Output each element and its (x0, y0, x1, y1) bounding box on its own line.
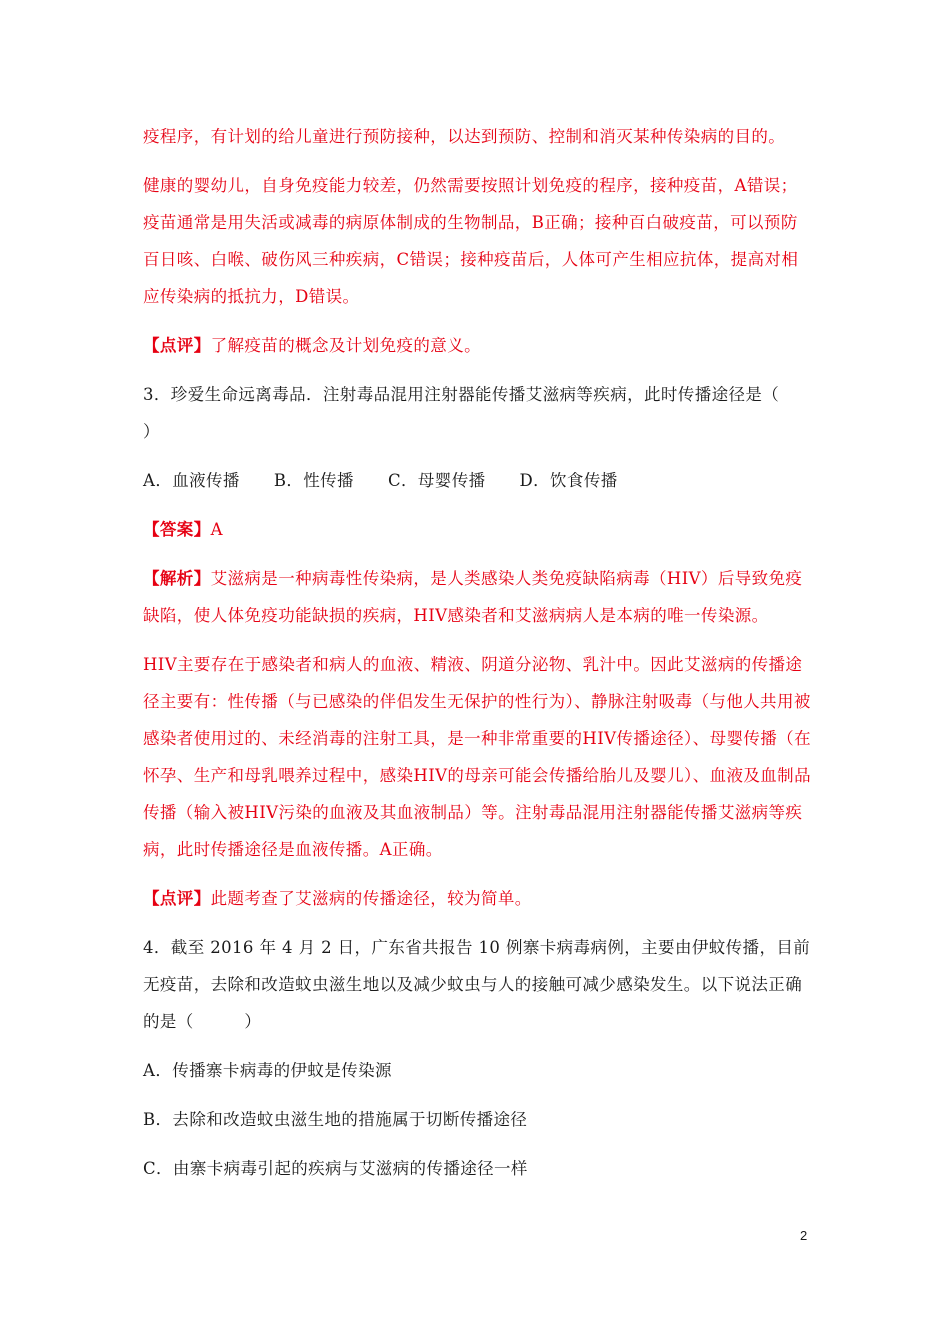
question-4-option-b: B．去除和改造蚊虫滋生地的措施属于切断传播途径 (143, 1110, 528, 1129)
question-3-option-d: D．饮食传播 (519, 471, 618, 490)
question-3-option-c: C．母婴传播 (387, 471, 486, 490)
question-3-comment (143, 880, 811, 917)
question-4-stem: 4．截至 2016 年 4 月 2 日，广东省共报告 10 例寨卡病毒病例，主要由伊蚊传播，目前无疫苗，去除和改造蚊虫滋生地以及减少蚊虫与人的接触可减少感染发生。以下说法正确的是（ ） (143, 938, 811, 1031)
answer-value: A (210, 520, 223, 539)
question-4-option-a: A．传播寨卡病毒的伊蚊是传染源 (143, 1061, 392, 1080)
analysis-text: 艾滋病是一种病毒性传染病，是人类感染人类免疫缺陷病毒（HIV）后导致免疫缺陷，使人体免疫功能缺损的疾病，HIV感染者和艾滋病病人是本病的唯一传染源。 (143, 569, 803, 625)
analysis-detail-text: HIV主要存在于感染者和病人的血液、精液、阴道分泌物、乳汁中。因此艾滋病的传播途径主要有：性传播（与已感染的伴侣发生无保护的性行为）、静脉注射吸毒（与他人共用被感染者使用过的、未经消毒的注射工具，是一种非常重要的HIV传播途径）、母婴传播（在怀孕、生产和母乳喂养过程中，感染HIV的母亲可能会传播给胎儿及婴儿）、血液及血制品传播（输入被HIV污染的血液及其血液制品）等。注射毒品混用注射器能传播艾滋病等疾病，此时传播途径是血液传播。A正确。 (143, 655, 811, 859)
analysis-tag: 【解析】 (143, 569, 211, 588)
page-content (143, 118, 814, 1199)
comment-paragraph (143, 327, 811, 364)
question-3-option-a: A．血液传播 (143, 471, 240, 490)
question-3-comment-text: 此题考查了艾滋病的传播途径，较为简单。 (210, 889, 532, 908)
question-3-stem: 3．珍爱生命远离毒品．注射毒品混用注射器能传播艾滋病等疾病，此时传播途径是（ ） (143, 385, 814, 441)
explanation-intro-text: 疫程序，有计划的给儿童进行预防接种，以达到预防、控制和消灭某种传染病的目的。 (143, 127, 786, 146)
comment-text: 了解疫苗的概念及计划免疫的意义。 (210, 336, 482, 355)
question-4-option-c: C．由寨卡病毒引起的疾病与艾滋病的传播途径一样 (143, 1159, 528, 1178)
page-number: 2 (800, 1228, 808, 1243)
question-3-comment-tag: 【点评】 (143, 889, 211, 908)
question-3-options (143, 462, 811, 499)
comment-tag: 【点评】 (143, 336, 211, 355)
answer-paragraph (143, 511, 811, 548)
question-3-option-b: B．性传播 (273, 471, 354, 490)
answer-tag: 【答案】 (143, 520, 211, 539)
analysis-paragraph (143, 560, 811, 634)
explanation-vaccine-text: 健康的婴幼儿，自身免疫能力较差，仍然需要按照计划免疫的程序，接种疫苗，A错误；疫苗通常是用失活或减毒的病原体制成的生物制品，B正确；接种百白破疫苗，可以预防百日咳、白喉、破伤风三种疾病，C错误；接种疫苗后，人体可产生相应抗体，提高对相应传染病的抵抗力，D错误。 (143, 176, 799, 306)
